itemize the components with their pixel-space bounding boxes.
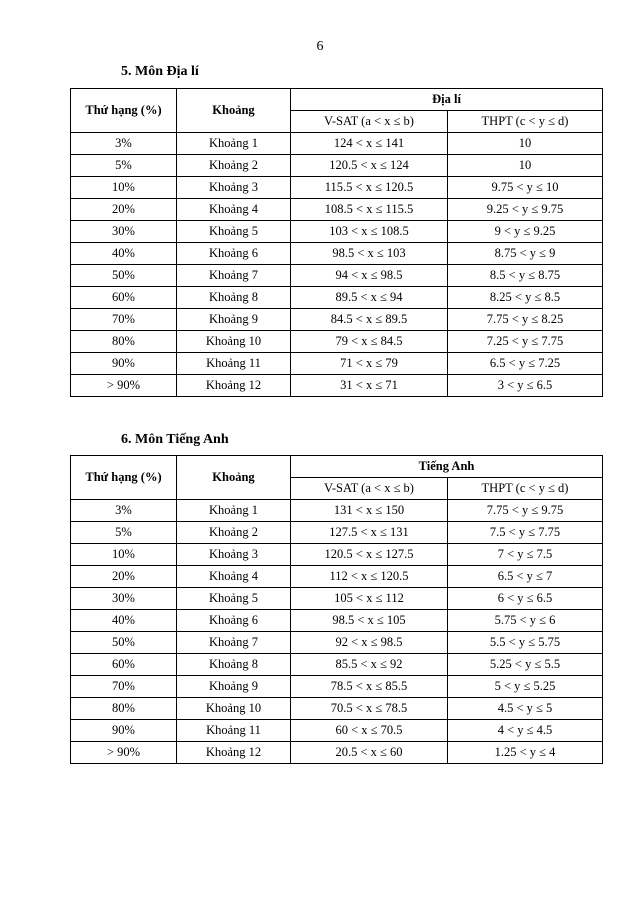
range-cell: Khoảng 3: [177, 544, 291, 566]
range-cell: Khoảng 12: [177, 375, 291, 397]
rank-cell: 90%: [71, 720, 177, 742]
range-cell: Khoảng 8: [177, 654, 291, 676]
range-cell: Khoảng 7: [177, 265, 291, 287]
header-thpt: THPT (c < y ≤ d): [448, 111, 603, 133]
vsat-cell: 120.5 < x ≤ 127.5: [291, 544, 448, 566]
vsat-cell: 127.5 < x ≤ 131: [291, 522, 448, 544]
vsat-cell: 98.5 < x ≤ 105: [291, 610, 448, 632]
table-row: [71, 287, 603, 309]
rank-cell: 10%: [71, 177, 177, 199]
range-cell: Khoảng 6: [177, 610, 291, 632]
vsat-cell: 85.5 < x ≤ 92: [291, 654, 448, 676]
header-thpt: THPT (c < y ≤ d): [448, 478, 603, 500]
rank-cell: 70%: [71, 309, 177, 331]
header-subject: Địa lí: [291, 89, 603, 111]
range-cell: Khoảng 10: [177, 698, 291, 720]
range-cell: Khoảng 5: [177, 221, 291, 243]
table-row: [71, 654, 603, 676]
english-score-table: [70, 455, 603, 764]
thpt-cell: 3 < y ≤ 6.5: [448, 375, 603, 397]
table-row: [71, 353, 603, 375]
section-title-geography: 5. Môn Địa lí: [121, 64, 199, 79]
thpt-cell: 10: [448, 155, 603, 177]
table-row: [71, 309, 603, 331]
thpt-cell: 1.25 < y ≤ 4: [448, 742, 603, 764]
range-cell: Khoảng 4: [177, 199, 291, 221]
range-cell: Khoảng 12: [177, 742, 291, 764]
vsat-cell: 70.5 < x ≤ 78.5: [291, 698, 448, 720]
range-cell: Khoảng 3: [177, 177, 291, 199]
vsat-cell: 78.5 < x ≤ 85.5: [291, 676, 448, 698]
thpt-cell: 8.5 < y ≤ 8.75: [448, 265, 603, 287]
rank-cell: > 90%: [71, 375, 177, 397]
vsat-cell: 105 < x ≤ 112: [291, 588, 448, 610]
thpt-cell: 8.25 < y ≤ 8.5: [448, 287, 603, 309]
thpt-cell: 6.5 < y ≤ 7.25: [448, 353, 603, 375]
thpt-cell: 5.25 < y ≤ 5.5: [448, 654, 603, 676]
table-row: [71, 500, 603, 522]
thpt-cell: 5.5 < y ≤ 5.75: [448, 632, 603, 654]
range-cell: Khoảng 10: [177, 331, 291, 353]
range-cell: Khoảng 6: [177, 243, 291, 265]
thpt-cell: 7.25 < y ≤ 7.75: [448, 331, 603, 353]
rank-cell: 20%: [71, 199, 177, 221]
table-row: [71, 331, 603, 353]
vsat-cell: 89.5 < x ≤ 94: [291, 287, 448, 309]
table-row: [71, 133, 603, 155]
range-cell: Khoảng 8: [177, 287, 291, 309]
rank-cell: 3%: [71, 133, 177, 155]
range-cell: Khoảng 5: [177, 588, 291, 610]
table-row: [71, 243, 603, 265]
thpt-cell: 9.25 < y ≤ 9.75: [448, 199, 603, 221]
vsat-cell: 112 < x ≤ 120.5: [291, 566, 448, 588]
rank-cell: 50%: [71, 632, 177, 654]
range-cell: Khoảng 7: [177, 632, 291, 654]
thpt-cell: 7.75 < y ≤ 9.75: [448, 500, 603, 522]
rank-cell: > 90%: [71, 742, 177, 764]
table-row: [71, 632, 603, 654]
range-cell: Khoảng 9: [177, 676, 291, 698]
vsat-cell: 94 < x ≤ 98.5: [291, 265, 448, 287]
table-row: [71, 676, 603, 698]
table-row: [71, 522, 603, 544]
rank-cell: 40%: [71, 610, 177, 632]
table-row: [71, 265, 603, 287]
thpt-cell: 8.75 < y ≤ 9: [448, 243, 603, 265]
table-row: [71, 610, 603, 632]
rank-cell: 80%: [71, 698, 177, 720]
table-row: [71, 155, 603, 177]
thpt-cell: 9 < y ≤ 9.25: [448, 221, 603, 243]
range-cell: Khoảng 9: [177, 309, 291, 331]
table-row: [71, 177, 603, 199]
rank-cell: 60%: [71, 654, 177, 676]
thpt-cell: 9.75 < y ≤ 10: [448, 177, 603, 199]
range-cell: Khoảng 11: [177, 353, 291, 375]
table-row: [71, 199, 603, 221]
range-cell: Khoảng 1: [177, 500, 291, 522]
range-cell: Khoảng 11: [177, 720, 291, 742]
vsat-cell: 103 < x ≤ 108.5: [291, 221, 448, 243]
rank-cell: 30%: [71, 588, 177, 610]
thpt-cell: 7 < y ≤ 7.5: [448, 544, 603, 566]
vsat-cell: 120.5 < x ≤ 124: [291, 155, 448, 177]
thpt-cell: 7.5 < y ≤ 7.75: [448, 522, 603, 544]
vsat-cell: 60 < x ≤ 70.5: [291, 720, 448, 742]
rank-cell: 5%: [71, 522, 177, 544]
thpt-cell: 7.75 < y ≤ 8.25: [448, 309, 603, 331]
vsat-cell: 124 < x ≤ 141: [291, 133, 448, 155]
thpt-cell: 6.5 < y ≤ 7: [448, 566, 603, 588]
rank-cell: 30%: [71, 221, 177, 243]
vsat-cell: 108.5 < x ≤ 115.5: [291, 199, 448, 221]
rank-cell: 80%: [71, 331, 177, 353]
table-row: [71, 221, 603, 243]
rank-cell: 70%: [71, 676, 177, 698]
table-row: [71, 742, 603, 764]
vsat-cell: 71 < x ≤ 79: [291, 353, 448, 375]
vsat-cell: 92 < x ≤ 98.5: [291, 632, 448, 654]
header-vsat: V-SAT (a < x ≤ b): [291, 111, 448, 133]
range-cell: Khoảng 2: [177, 155, 291, 177]
table-row: [71, 566, 603, 588]
header-rank: Thứ hạng (%): [71, 89, 177, 133]
vsat-cell: 79 < x ≤ 84.5: [291, 331, 448, 353]
rank-cell: 3%: [71, 500, 177, 522]
header-range: Khoảng: [177, 89, 291, 133]
thpt-cell: 6 < y ≤ 6.5: [448, 588, 603, 610]
range-cell: Khoảng 1: [177, 133, 291, 155]
table-row: [71, 588, 603, 610]
rank-cell: 40%: [71, 243, 177, 265]
thpt-cell: 4.5 < y ≤ 5: [448, 698, 603, 720]
thpt-cell: 10: [448, 133, 603, 155]
rank-cell: 50%: [71, 265, 177, 287]
table-row: [71, 720, 603, 742]
vsat-cell: 84.5 < x ≤ 89.5: [291, 309, 448, 331]
header-rank: Thứ hạng (%): [71, 456, 177, 500]
vsat-cell: 31 < x ≤ 71: [291, 375, 448, 397]
rank-cell: 5%: [71, 155, 177, 177]
vsat-cell: 131 < x ≤ 150: [291, 500, 448, 522]
vsat-cell: 115.5 < x ≤ 120.5: [291, 177, 448, 199]
range-cell: Khoảng 2: [177, 522, 291, 544]
table-row: [71, 698, 603, 720]
vsat-cell: 98.5 < x ≤ 103: [291, 243, 448, 265]
section-title-english: 6. Môn Tiếng Anh: [121, 432, 229, 447]
range-cell: Khoảng 4: [177, 566, 291, 588]
rank-cell: 90%: [71, 353, 177, 375]
page-number: 6: [316, 39, 324, 54]
rank-cell: 10%: [71, 544, 177, 566]
thpt-cell: 5 < y ≤ 5.25: [448, 676, 603, 698]
table-row: [71, 544, 603, 566]
header-subject: Tiếng Anh: [291, 456, 603, 478]
vsat-cell: 20.5 < x ≤ 60: [291, 742, 448, 764]
header-vsat: V-SAT (a < x ≤ b): [291, 478, 448, 500]
geography-score-table: [70, 88, 603, 397]
thpt-cell: 5.75 < y ≤ 6: [448, 610, 603, 632]
thpt-cell: 4 < y ≤ 4.5: [448, 720, 603, 742]
header-range: Khoảng: [177, 456, 291, 500]
table-row: [71, 375, 603, 397]
rank-cell: 60%: [71, 287, 177, 309]
rank-cell: 20%: [71, 566, 177, 588]
